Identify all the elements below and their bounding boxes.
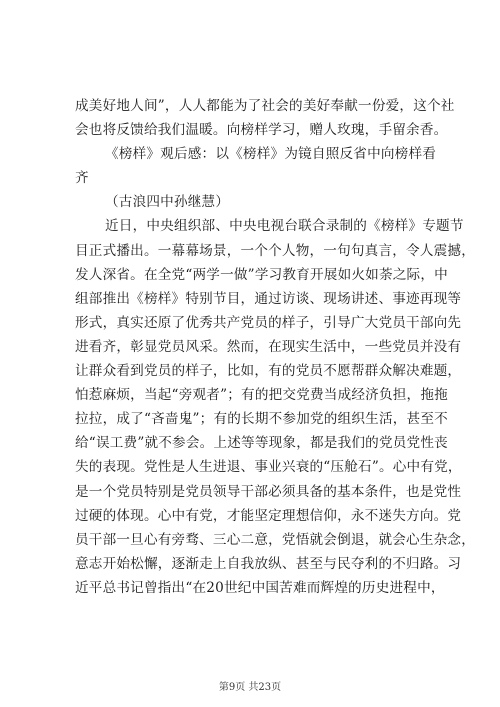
text-line: （古浪四中孙继慧） [105, 194, 230, 211]
text-line: 让群众看到党员的样子，比如，有的党员不愿帮群众解决难题， [75, 363, 462, 380]
text-line: 进看齐，彰显党员风采。然而，在现实生活中，一些党员并没有 [75, 338, 462, 355]
text-line: 给“误工费”就不参会。上述等等现象，都是我们的党员党性丧 [75, 435, 448, 452]
text-line: 组部推出《榜样》特别节目，通过访谈、现场讲述、事迹再现等 [75, 290, 462, 307]
text-line: 成美好地人间”，人人都能为了社会的美好奉献一份爱，这个社 [75, 98, 455, 114]
text-line: 失的表现。党性是人生进退、事业兴衰的“压舱石”。心中有党， [75, 459, 462, 476]
page-footer: 第9页 共23页 [218, 682, 282, 693]
text-line: 《榜样》观后感：以《榜样》为镜自照反省中向榜样看 [105, 146, 437, 163]
text-line: 发人深省。在全党“两学一做”学习教育开展如火如荼之际，中 [75, 266, 448, 283]
text-line: 过硬的体现。心中有党，才能坚定理想信仰，永不迷失方向。党 [75, 507, 462, 524]
document-body [75, 94, 476, 600]
text-line: 是一个党员特别是党员领导干部必须具备的基本条件，也是党性 [75, 483, 462, 500]
text-line: 怕惹麻烦，当起“旁观者”；有的把交党费当成经济负担，拖拖 [75, 387, 448, 404]
text-line: 形式，真实还原了优秀共产党员的样子，引导广大党员干部向先 [75, 314, 462, 331]
text-line: 会也将反馈给我们温暖。向榜样学习，赠人玫瑰，手留余香。 [75, 122, 448, 139]
text-line: 意志开始松懈，逐渐走上自我放纵、甚至与民夺利的不归路。习 [75, 555, 462, 572]
text-line: 齐 [75, 170, 89, 187]
text-line: 目正式播出。一幕幕场景，一个个人物，一句句真言，令人震撼， [75, 242, 476, 259]
text-line: 近日，中央组织部、中央电视台联合录制的《榜样》专题节 [105, 218, 464, 235]
text-line: 近平总书记曾指出“在20世纪中国苦难而辉煌的历史进程中， [75, 579, 445, 596]
text-line: 员干部一旦心有旁骛、三心二意，党悟就会倒退，就会心生杂念， [75, 531, 476, 548]
text-line: 拉拉，成了“吝啬鬼”；有的长期不参加党的组织生活，甚至不 [75, 411, 448, 428]
